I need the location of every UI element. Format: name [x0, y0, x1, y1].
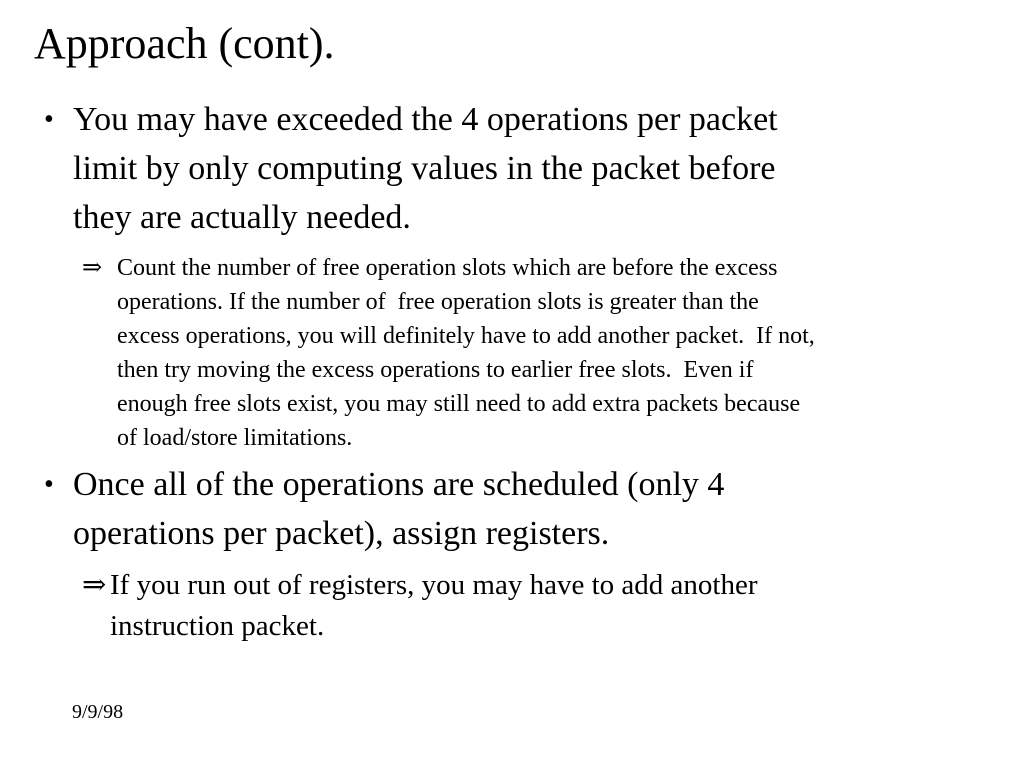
double-arrow-icon: ⇒: [82, 255, 103, 281]
text-line: then try moving the excess operations to earlier free slots. Even if: [117, 357, 754, 383]
slide-title: Approach (cont).: [34, 19, 335, 68]
text-line: Once all of the operations are scheduled (only 4: [73, 466, 725, 503]
sub-bullet-text: [117, 251, 815, 455]
bullet-item: [44, 95, 778, 242]
sub-bullet-item: [82, 251, 815, 455]
bullet-text: [73, 95, 778, 242]
slide-date: 9/9/98: [72, 701, 124, 723]
text-line: enough free slots exist, you may still need to add extra packets because: [117, 391, 801, 417]
bullet-icon: •: [44, 469, 54, 500]
text-line: operations per packet), assign registers.: [73, 515, 610, 552]
text-line: instruction packet.: [110, 610, 325, 642]
text-line: operations. If the number of free operation slots is greater than the: [117, 289, 759, 315]
text-line: they are actually needed.: [73, 199, 411, 236]
double-arrow-icon: ⇒: [82, 569, 107, 601]
bullet-text: [73, 460, 724, 558]
text-line: Count the number of free operation slots which are before the excess: [117, 255, 778, 281]
text-line: of load/store limitations.: [117, 425, 353, 451]
text-line: If you run out of registers, you may have to add another: [110, 569, 758, 601]
sub-bullet-item: [82, 565, 758, 647]
sub-bullet-text: [110, 565, 758, 647]
text-line: limit by only computing values in the packet before: [73, 150, 776, 187]
bullet-icon: •: [44, 104, 54, 135]
bullet-item: [44, 460, 724, 558]
text-line: You may have exceeded the 4 operations per packet: [73, 101, 778, 138]
text-line: excess operations, you will definitely have to add another packet. If not,: [117, 323, 815, 349]
